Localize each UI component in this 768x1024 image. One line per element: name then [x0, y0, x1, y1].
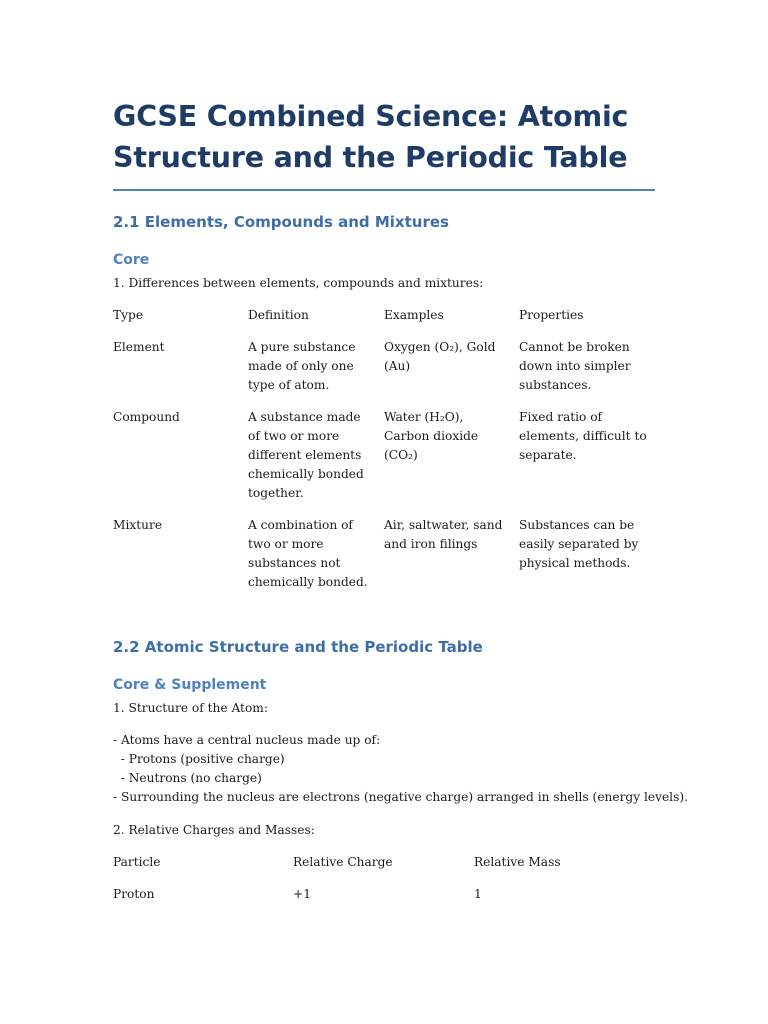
table-header-row: [113, 306, 655, 325]
table-cell: Proton: [113, 887, 155, 901]
intro-paragraph: 1. Differences between elements, compounds and mixtures:: [113, 276, 484, 290]
document-page: [113, 96, 688, 901]
table-header-cell: Relative Charge: [293, 855, 393, 869]
table-cell: Element: [113, 340, 165, 354]
table-cell: Substances can be easily separated by physical methods.: [519, 518, 639, 570]
table-cell: Mixture: [113, 518, 163, 532]
table-row: [113, 338, 655, 395]
bullet-item: - Neutrons (no charge): [113, 771, 262, 785]
table-cell: A combination of two or more substances not chemically bonded.: [248, 518, 368, 589]
table-cell: +1: [293, 887, 311, 901]
bullet-item: - Protons (positive charge): [113, 752, 285, 766]
table-header-cell: Relative Mass: [474, 855, 561, 869]
table-header-cell: Type: [113, 308, 144, 322]
particles-table: [113, 853, 655, 913]
table-cell: Water (H₂O), Carbon dioxide (CO₂): [384, 410, 479, 462]
bullet-item: - Surrounding the nucleus are electrons (negative charge) arranged in shells (energy levels).: [113, 790, 688, 804]
table-header-row: [113, 853, 655, 872]
bullet-item: - Atoms have a central nucleus made up of:: [113, 733, 381, 747]
table-cell: Fixed ratio of elements, difficult to separate.: [519, 410, 647, 462]
table-row: [113, 516, 655, 592]
list-item-charges: 2. Relative Charges and Masses:: [113, 823, 315, 837]
table-cell: Compound: [113, 410, 180, 424]
table-cell: 1: [474, 887, 482, 901]
table-header-cell: Definition: [248, 308, 309, 322]
table-cell: A pure substance made of only one type of atom.: [248, 340, 356, 392]
table-cell: A substance made of two or more different elements chemically bonded together.: [248, 410, 364, 500]
subheading-core: Core: [113, 252, 150, 268]
table-cell: Cannot be broken down into simpler substances.: [519, 340, 631, 392]
document-title: GCSE Combined Science: Atomic Structure and the Periodic Table: [113, 100, 629, 174]
subheading-core-supplement: Core & Supplement: [113, 677, 267, 693]
table-header-cell: Properties: [519, 308, 584, 322]
list-item-structure: 1. Structure of the Atom:: [113, 701, 268, 715]
table-row: [113, 408, 655, 503]
table-header-cell: Particle: [113, 855, 161, 869]
section-heading-2-1: 2.1 Elements, Compounds and Mixtures: [113, 213, 449, 231]
table-cell: Oxygen (O₂), Gold (Au): [384, 340, 496, 373]
title-underline: [113, 189, 655, 191]
table-row: [113, 885, 655, 904]
elements-table: [113, 306, 655, 589]
table-header-cell: Examples: [384, 308, 444, 322]
section-heading-2-2: 2.2 Atomic Structure and the Periodic Table: [113, 638, 483, 656]
table-cell: Air, saltwater, sand and iron filings: [384, 518, 503, 551]
